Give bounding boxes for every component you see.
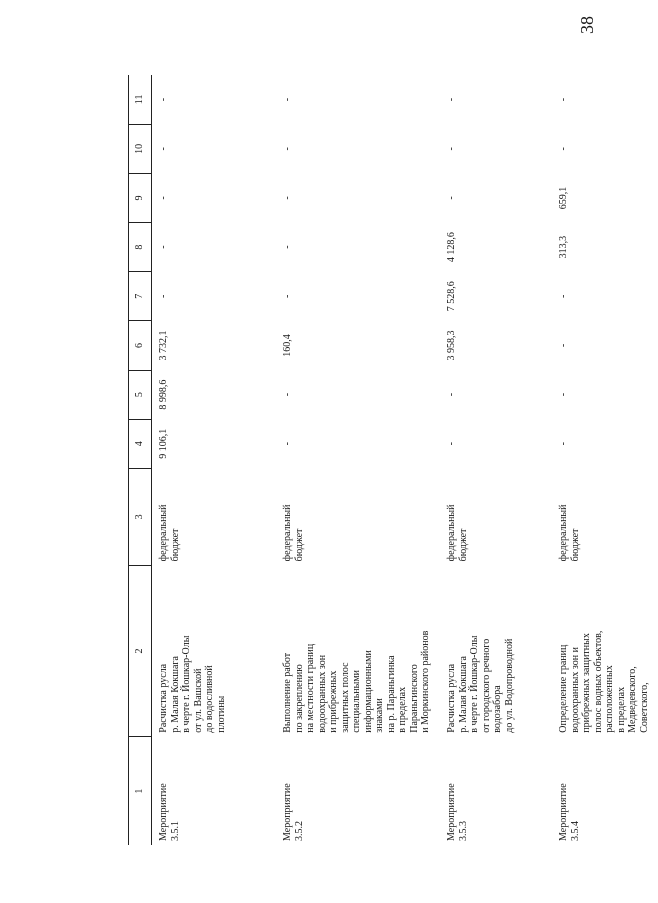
measure-name: Мероприятие 3.5.4	[558, 783, 581, 841]
value-cell: 8 998,6	[158, 379, 169, 410]
value-cell: -	[558, 97, 569, 102]
measure-description: Расчистка русла р. Малая Кокшага в черте г. Йошкар-Олы от ул. Вашской до водосливной плотины	[158, 635, 227, 733]
value-cell: -	[446, 147, 457, 151]
value-cell: -	[558, 147, 569, 151]
funding-source: федеральный бюджет	[282, 504, 305, 562]
value-cell: -	[446, 442, 457, 446]
value-cell: -	[282, 97, 293, 102]
table-row	[552, 75, 658, 845]
value-cell: -	[282, 392, 293, 397]
column-header: 10	[129, 124, 152, 173]
column-header: 4	[129, 419, 152, 468]
value-cell: -	[558, 392, 569, 397]
value-cell: 7 528,6	[446, 281, 457, 312]
measure-name: Мероприятие 3.5.1	[158, 783, 181, 841]
column-header: 5	[129, 370, 152, 419]
column-header: 3	[129, 468, 152, 565]
funding-source: федеральный бюджет	[446, 504, 469, 562]
value-cell: -	[446, 97, 457, 102]
measure-name: Мероприятие 3.5.2	[282, 783, 305, 841]
value-cell: 4 128,6	[446, 232, 457, 263]
column-header: 7	[129, 272, 152, 321]
value-cell: -	[158, 294, 169, 298]
column-header: 9	[129, 173, 152, 222]
value-cell: 313,3	[558, 235, 569, 259]
value-cell: -	[558, 343, 569, 348]
measure-description: Определение границ водоохранных зон и прибрежных защитных полос водных объектов, расположенных в пределах Медведевского, Советского,	[558, 630, 650, 733]
table-row	[440, 75, 552, 845]
value-cell: -	[282, 245, 293, 249]
value-cell: -	[446, 392, 457, 397]
value-cell: -	[282, 442, 293, 446]
column-header: 1	[129, 737, 152, 845]
funding-table	[128, 75, 658, 845]
column-header: 2	[129, 565, 152, 736]
value-cell: -	[282, 196, 293, 200]
value-cell: 659,1	[558, 186, 569, 210]
value-cell: -	[558, 442, 569, 446]
header-row	[129, 75, 152, 845]
value-cell: 3 958,3	[446, 330, 457, 361]
value-cell: -	[282, 294, 293, 298]
value-cell: 160,4	[282, 334, 293, 357]
value-cell: -	[158, 196, 169, 200]
rotated-table-block	[128, 75, 650, 845]
value-cell: -	[158, 147, 169, 151]
value-cell: 3 732,1	[158, 330, 169, 361]
value-cell: -	[446, 196, 457, 200]
value-cell: 9 106,1	[158, 428, 169, 459]
value-cell: -	[558, 294, 569, 298]
value-cell: -	[158, 97, 169, 102]
funding-source: федеральный бюджет	[558, 504, 581, 562]
column-header: 6	[129, 321, 152, 370]
column-header: 8	[129, 223, 152, 272]
table-row	[276, 75, 440, 845]
measure-name: Мероприятие 3.5.3	[446, 783, 469, 841]
value-cell: -	[282, 147, 293, 151]
page-number: 38	[577, 16, 597, 34]
column-header: 11	[129, 75, 152, 124]
measure-description: Расчистка русла р. Малая Кокшага в черте г. Йошкар-Олы от городского речного водозабора до ул. Водопроводной	[446, 635, 515, 733]
funding-source: федеральный бюджет	[158, 504, 181, 562]
value-cell: -	[158, 245, 169, 249]
table-row	[152, 75, 277, 845]
measure-description: Выполнение работ по закреплению на местности границ водоохранных зон и прибрежных защитных полос специальными информационными знаками на р. Параньгинка в пределах Параньгинского и Моркинского районов	[282, 630, 431, 733]
